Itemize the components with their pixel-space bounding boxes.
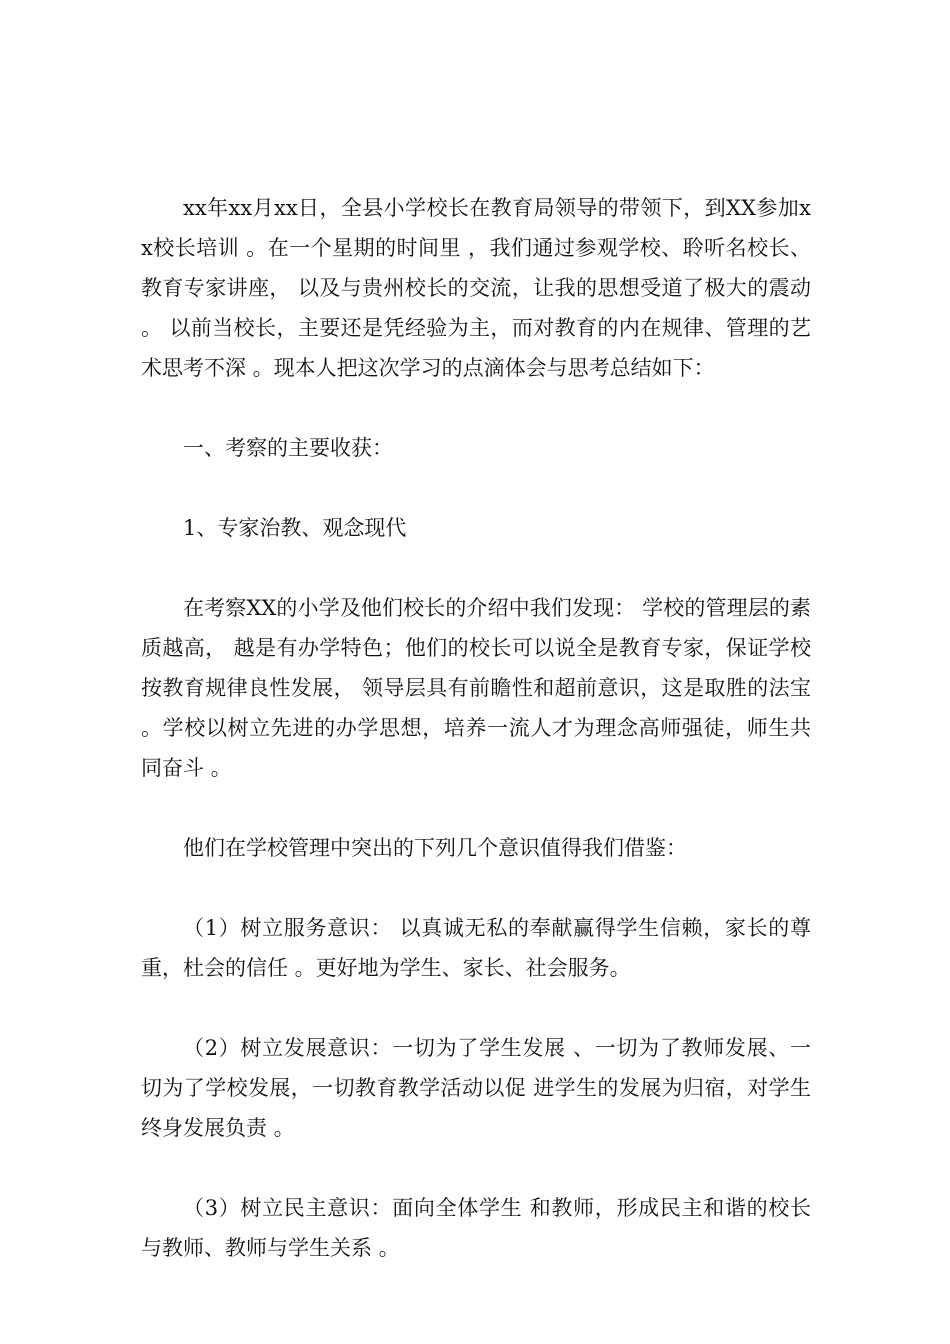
subsection-heading: 1、专家治教、观念现代 [183, 516, 407, 540]
democracy-awareness-item: （3）树立民主意识：面向全体学生 和教师，形成民主和谐的校长与教师、教师与学生关系 。 [141, 1196, 811, 1260]
paragraph-spacer [141, 548, 811, 588]
paragraph-spacer [141, 988, 811, 1028]
paragraph-spacer [141, 1148, 811, 1188]
findings-paragraph: 在考察XX的小学及他们校长的介绍中我们发现： 学校的管理层的素质越高， 越是有办学特色；他们的校长可以说全是教育专家，保证学校按教育规律良性发展， 领导层具有前瞻性和超前意识，这是取胜的法宝 。学校以树立先进的办学思想，培养一流人才为理念高师强徒，师生共同奋斗 。 [141, 596, 811, 780]
paragraph-spacer [141, 388, 811, 428]
intro-paragraph: xx年xx月xx日，全县小学校长在教育局领导的带领下，到XX参加xx校长培训 。在一个星期的时间里 ，我们通过参观学校、聆听名校长、教育专家讲座， 以及与贵州校长的交流，让我的思想受道了极大的震动 。 以前当校长，主要还是凭经验为主，而对教育的内在规律、管理的艺术思考不深 。现本人把这次学习的点滴体会与思考总结如下： [141, 196, 811, 380]
paragraph-spacer [141, 868, 811, 908]
document-body [141, 188, 811, 1268]
paragraph-spacer [141, 468, 811, 508]
awareness-intro-paragraph: 他们在学校管理中突出的下列几个意识值得我们借鉴： [183, 836, 687, 860]
section-heading: 一、考察的主要收获： [183, 436, 393, 460]
service-awareness-item: （1）树立服务意识： 以真诚无私的奉献赢得学生信赖，家长的尊重，杜会的信任 。更好地为学生、家长、社会服务。 [141, 916, 811, 980]
paragraph-spacer [141, 788, 811, 828]
development-awareness-item: （2）树立发展意识：一切为了学生发展 、一切为了教师发展、一切为了学校发展，一切教育教学活动以促 进学生的发展为归宿，对学生终身发展负责 。 [141, 1036, 811, 1140]
